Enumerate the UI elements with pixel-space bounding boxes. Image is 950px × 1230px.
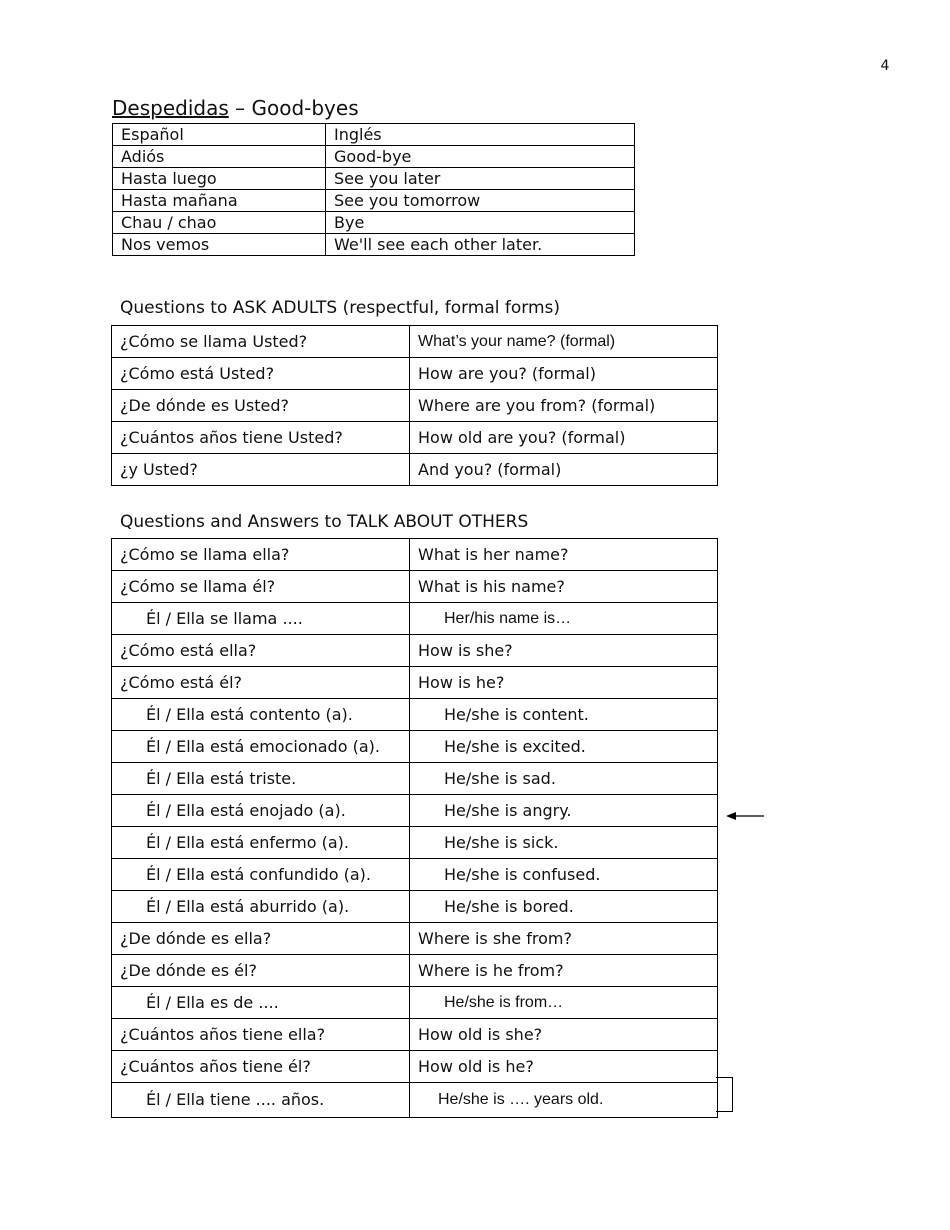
table-row — [112, 699, 718, 731]
table-row — [112, 326, 718, 358]
spanish-cell: ¿Cómo se llama Usted? — [112, 326, 410, 358]
adults-section-title: Questions to ASK ADULTS (respectful, formal forms) — [120, 298, 561, 318]
goodbyes-header-spanish: Español — [113, 124, 326, 146]
table-row — [112, 390, 718, 422]
spanish-cell: ¿Cómo está ella? — [112, 635, 410, 667]
table-row — [112, 859, 718, 891]
spanish-cell: Él / Ella está aburrido (a). — [112, 891, 410, 923]
table-row — [112, 1051, 718, 1083]
english-cell: How are you? (formal) — [410, 358, 718, 390]
table-row — [112, 635, 718, 667]
goodbyes-title-es: Despedidas — [112, 96, 229, 120]
table-row — [113, 234, 635, 256]
spanish-cell: Él / Ella tiene .... años. — [112, 1083, 410, 1118]
table-row — [112, 454, 718, 486]
english-cell: Her/his name is… — [410, 603, 718, 635]
spanish-cell: Él / Ella es de .... — [112, 987, 410, 1019]
spanish-cell: ¿y Usted? — [112, 454, 410, 486]
spanish-cell: Él / Ella se llama .... — [112, 603, 410, 635]
goodbyes-title-en: Good-byes — [251, 96, 359, 120]
others-section-title: Questions and Answers to TALK ABOUT OTHERS — [120, 512, 529, 532]
spanish-cell: ¿De dónde es Usted? — [112, 390, 410, 422]
table-row — [112, 422, 718, 454]
english-cell: How is he? — [410, 667, 718, 699]
goodbyes-heading — [112, 96, 359, 120]
english-cell: We'll see each other later. — [326, 234, 635, 256]
extra-cell-box — [716, 1077, 733, 1112]
spanish-cell: Nos vemos — [113, 234, 326, 256]
english-cell: He/she is sick. — [410, 827, 718, 859]
table-row — [113, 212, 635, 234]
english-cell: He/she is from… — [410, 987, 718, 1019]
english-cell: He/she is excited. — [410, 731, 718, 763]
english-cell: See you later — [326, 168, 635, 190]
english-cell: Bye — [326, 212, 635, 234]
english-cell: He/she is …. years old. — [410, 1083, 718, 1118]
spanish-cell: ¿Cómo está Usted? — [112, 358, 410, 390]
table-row — [112, 571, 718, 603]
english-cell: He/she is bored. — [410, 891, 718, 923]
table-row — [113, 146, 635, 168]
english-cell: He/she is sad. — [410, 763, 718, 795]
spanish-cell: Él / Ella está emocionado (a). — [112, 731, 410, 763]
goodbyes-header-english: Inglés — [326, 124, 635, 146]
page-number: 4 — [880, 58, 890, 74]
spanish-cell: Él / Ella está confundido (a). — [112, 859, 410, 891]
spanish-cell: Él / Ella está enfermo (a). — [112, 827, 410, 859]
english-cell: He/she is angry. — [410, 795, 718, 827]
table-row — [112, 1019, 718, 1051]
spanish-cell: ¿Cuántos años tiene él? — [112, 1051, 410, 1083]
english-cell: Where are you from? (formal) — [410, 390, 718, 422]
goodbyes-header-row — [113, 124, 635, 146]
english-cell: What is her name? — [410, 539, 718, 571]
english-cell: How old is he? — [410, 1051, 718, 1083]
spanish-cell: Él / Ella está triste. — [112, 763, 410, 795]
table-row — [112, 1083, 718, 1118]
spanish-cell: ¿Cómo se llama ella? — [112, 539, 410, 571]
english-cell: How old is she? — [410, 1019, 718, 1051]
english-cell: He/she is content. — [410, 699, 718, 731]
english-cell: How is she? — [410, 635, 718, 667]
table-row — [112, 358, 718, 390]
english-cell: What’s your name? (formal) — [410, 326, 718, 358]
table-row — [113, 168, 635, 190]
table-row — [112, 603, 718, 635]
others-table — [111, 538, 718, 1118]
table-row — [112, 731, 718, 763]
spanish-cell: Él / Ella está enojado (a). — [112, 795, 410, 827]
spanish-cell: ¿De dónde es ella? — [112, 923, 410, 955]
spanish-cell: Hasta mañana — [113, 190, 326, 212]
spanish-cell: ¿De dónde es él? — [112, 955, 410, 987]
spanish-cell: Él / Ella está contento (a). — [112, 699, 410, 731]
table-row — [112, 539, 718, 571]
table-row — [112, 763, 718, 795]
spanish-cell: Hasta luego — [113, 168, 326, 190]
english-cell: Good-bye — [326, 146, 635, 168]
table-row — [112, 827, 718, 859]
table-row — [112, 891, 718, 923]
goodbyes-title-sep: – — [228, 96, 252, 120]
left-arrow-icon — [724, 808, 768, 824]
english-cell: And you? (formal) — [410, 454, 718, 486]
spanish-cell: Adiós — [113, 146, 326, 168]
spanish-cell: ¿Cuántos años tiene ella? — [112, 1019, 410, 1051]
spanish-cell: ¿Cuántos años tiene Usted? — [112, 422, 410, 454]
table-row — [112, 795, 718, 827]
spanish-cell: ¿Cómo se llama él? — [112, 571, 410, 603]
english-cell: What is his name? — [410, 571, 718, 603]
table-row — [112, 955, 718, 987]
table-row — [112, 667, 718, 699]
english-cell: How old are you? (formal) — [410, 422, 718, 454]
english-cell: Where is she from? — [410, 923, 718, 955]
goodbyes-table — [112, 123, 635, 256]
adults-table — [111, 325, 718, 486]
table-row — [112, 923, 718, 955]
spanish-cell: Chau / chao — [113, 212, 326, 234]
english-cell: He/she is confused. — [410, 859, 718, 891]
spanish-cell: ¿Cómo está él? — [112, 667, 410, 699]
table-row — [112, 987, 718, 1019]
english-cell: Where is he from? — [410, 955, 718, 987]
english-cell: See you tomorrow — [326, 190, 635, 212]
table-row — [113, 190, 635, 212]
